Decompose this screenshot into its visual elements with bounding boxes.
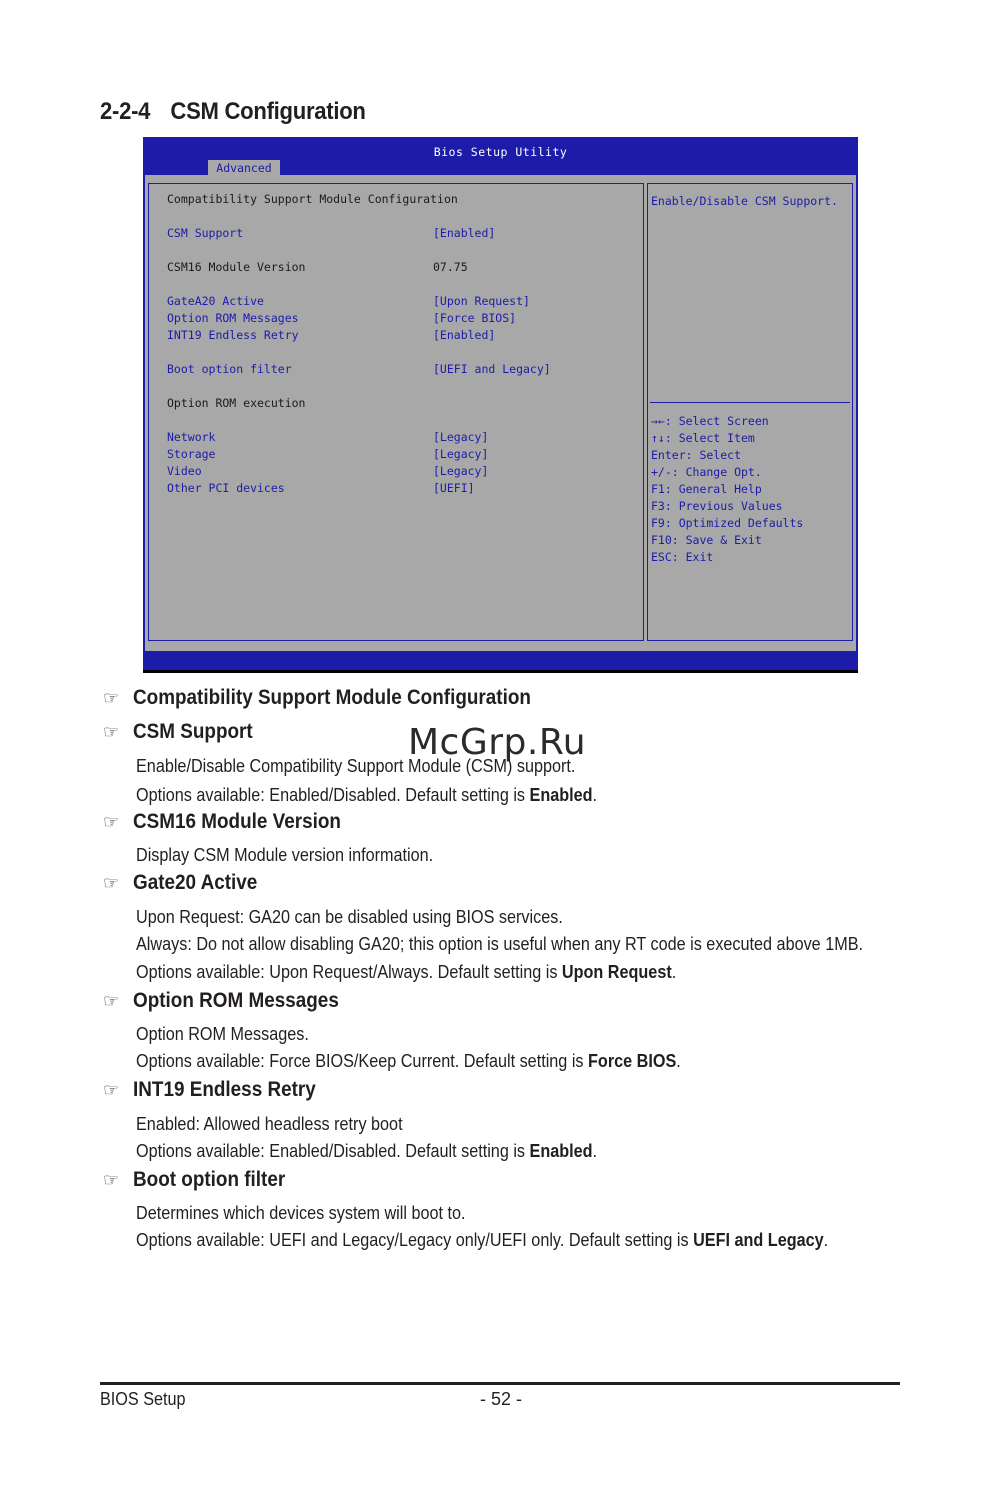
item-description: Upon Request: GA20 can be disabled using BIOS services. — [136, 907, 563, 927]
item-description: Determines which devices system will boot to. — [136, 1203, 466, 1223]
pointing-hand-icon: ☞ — [103, 1079, 120, 1100]
item-description: Options available: Enabled/Disabled. Default setting is Enabled. — [136, 785, 598, 805]
item-description: Display CSM Module version information. — [136, 845, 434, 865]
bios-value-option-rom-messages[interactable]: [Force BIOS] — [433, 311, 517, 325]
item-description: Options available: Upon Request/Always. Default setting is Upon Request. — [136, 962, 677, 982]
item-heading: ☞ INT19 Endless Retry — [103, 1078, 316, 1101]
key-change-opt: +/-: Change Opt. — [651, 465, 762, 479]
bios-row-option-rom-messages[interactable]: Option ROM Messages — [167, 311, 299, 325]
bios-screenshot — [143, 137, 858, 673]
pointing-hand-icon: ☞ — [103, 811, 120, 832]
item-heading: ☞ Option ROM Messages — [103, 989, 339, 1012]
pointing-hand-icon: ☞ — [103, 687, 120, 708]
bios-value-int19[interactable]: [Enabled] — [433, 328, 496, 342]
pointing-hand-icon: ☞ — [103, 872, 120, 893]
item-heading: ☞ CSM Support — [103, 720, 253, 743]
bios-row-int19[interactable]: INT19 Endless Retry — [167, 328, 299, 342]
bios-key-legend — [651, 414, 803, 567]
bios-value-boot-filter[interactable]: [UEFI and Legacy] — [433, 362, 551, 376]
bios-utility-title: Bios Setup Utility — [433, 145, 568, 159]
section-heading — [100, 98, 366, 126]
bios-help-text: Enable/Disable CSM Support. — [651, 194, 838, 208]
watermark: McGrp.Ru — [408, 722, 587, 763]
bios-value-video[interactable]: [Legacy] — [433, 464, 489, 478]
bios-row-boot-filter[interactable]: Boot option filter — [167, 362, 292, 376]
bios-row-video[interactable]: Video — [167, 464, 202, 478]
bios-row-csm-support[interactable]: CSM Support — [167, 226, 244, 240]
item-description: Options available: Force BIOS/Keep Current. Default setting is Force BIOS. — [136, 1051, 681, 1071]
item-heading: ☞ Gate20 Active — [103, 871, 258, 894]
item-description: Always: Do not allow disabling GA20; this option is useful when any RT code is executed above 1MB. — [136, 934, 864, 954]
tab-advanced[interactable]: Advanced — [208, 160, 280, 175]
bios-row-network[interactable]: Network — [167, 430, 216, 444]
item-description: Option ROM Messages. — [136, 1024, 309, 1044]
bios-body — [145, 175, 856, 651]
bios-value-network[interactable]: [Legacy] — [433, 430, 489, 444]
item-description: Enabled: Allowed headless retry boot — [136, 1114, 403, 1134]
key-select-item: ↑↓: Select Item — [651, 431, 755, 445]
pointing-hand-icon: ☞ — [103, 990, 120, 1011]
bios-value-csm16-version: 07.75 — [433, 260, 468, 274]
item-description: Enable/Disable Compatibility Support Module (CSM) support. — [136, 756, 576, 776]
item-description: Options available: UEFI and Legacy/Legacy only/UEFI only. Default setting is UEFI and Legacy. — [136, 1230, 829, 1250]
key-f1: F1: General Help — [651, 482, 762, 496]
section-number: 2-2-4 — [100, 98, 151, 125]
bios-row-option-rom-execution: Option ROM execution — [167, 396, 306, 410]
bios-row-storage[interactable]: Storage — [167, 447, 216, 461]
footer-rule — [100, 1382, 900, 1385]
bios-value-other-pci[interactable]: [UEFI] — [433, 481, 475, 495]
item-heading: ☞ Compatibility Support Module Configuration — [103, 686, 531, 709]
pointing-hand-icon: ☞ — [103, 721, 120, 742]
bios-footer-bar — [143, 651, 858, 673]
bios-row-csm16-version: CSM16 Module Version — [167, 260, 306, 274]
item-heading: ☞ CSM16 Module Version — [103, 810, 341, 833]
key-select-screen: →←: Select Screen — [651, 414, 769, 428]
bios-value-storage[interactable]: [Legacy] — [433, 447, 489, 461]
bios-help-panel — [647, 183, 853, 641]
bios-value-csm-support[interactable]: [Enabled] — [433, 226, 496, 240]
bios-value-gatea20[interactable]: [Upon Request] — [433, 294, 530, 308]
footer-section-name: BIOS Setup — [100, 1389, 186, 1409]
key-esc: ESC: Exit — [651, 550, 714, 564]
key-enter: Enter: Select — [651, 448, 742, 462]
bios-main-panel — [148, 183, 644, 641]
bios-row-label: Compatibility Support Module Configuration — [167, 192, 458, 206]
item-heading: ☞ Boot option filter — [103, 1168, 286, 1191]
key-f9: F9: Optimized Defaults — [651, 516, 804, 530]
bios-row-gatea20[interactable]: GateA20 Active — [167, 294, 264, 308]
pointing-hand-icon: ☞ — [103, 1169, 120, 1190]
key-f10: F10: Save & Exit — [651, 533, 762, 547]
bios-title-bar — [143, 137, 858, 175]
page-number: - 52 - — [480, 1389, 523, 1409]
bios-help-divider — [650, 402, 850, 403]
item-description: Options available: Enabled/Disabled. Default setting is Enabled. — [136, 1141, 598, 1161]
key-f3: F3: Previous Values — [651, 499, 783, 513]
bios-row-other-pci[interactable]: Other PCI devices — [167, 481, 285, 495]
section-title: CSM Configuration — [170, 98, 366, 125]
